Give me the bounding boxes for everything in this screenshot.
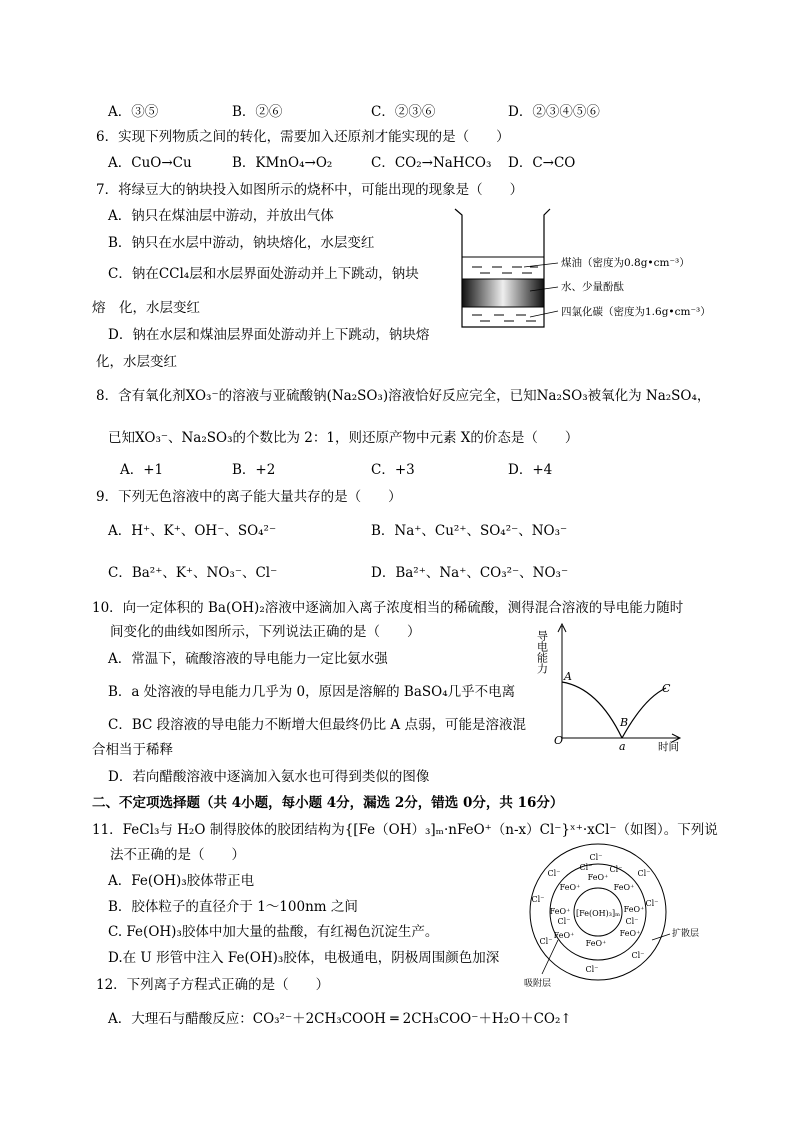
q10-option-b: B．a 处溶液的导电能力几乎为 0，原因是溶解的 BaSO₄几乎不电离 <box>108 684 516 700</box>
feo-ion: FeO⁺ <box>619 929 641 938</box>
q12-option-a: A．大理石与醋酸反应：CO₃²⁻＋2CH₃COOH ═ 2CH₃COO⁻＋H₂O＋CO₂↑ <box>108 1011 572 1027</box>
feo-ion: FeO⁺ <box>549 907 571 916</box>
q6-option-a: A．CuO→Cu <box>108 155 192 171</box>
q10-option-c-cont: 合相当于稀释 <box>92 742 173 758</box>
q8-option-b: B．+2 <box>232 462 276 478</box>
q9-option-a: A．H⁺、K⁺、OH⁻、SO₄²⁻ <box>108 523 277 539</box>
curve-bc <box>622 688 666 738</box>
q8-line2: 已知XO₃⁻、Na₂SO₃的个数比为 2：1，则还原产物中元素 X的价态是（ ） <box>108 430 579 446</box>
q5-option-b: B．②⑥ <box>232 104 283 120</box>
diffuse-layer-label: 扩散层 <box>672 929 700 939</box>
q9-option-b: B．Na⁺、Cu²⁺、SO₄²⁻、NO₃⁻ <box>371 523 568 539</box>
q5-option-d: D．②③④⑤⑥ <box>508 104 600 120</box>
cl-ion: Cl⁻ <box>609 865 623 874</box>
cl-ion: Cl⁻ <box>631 951 645 960</box>
q6-option-b: B．KMnO₄→O₂ <box>232 155 333 171</box>
q6-option-d: D．C→CO <box>508 155 576 171</box>
micelle-diagram <box>520 840 725 990</box>
q11-option-b: B．胶体粒子的直径介于 1～100nm 之间 <box>108 899 358 915</box>
q11-line2: 法不正确的是（ ） <box>110 847 245 863</box>
feo-ion: FeO⁺ <box>587 873 609 882</box>
q10-line1: 10．向一定体积的 Ba(OH)₂溶液中逐滴加入离子浓度相当的稀硫酸，测得混合溶液的导电能力随时 <box>92 600 684 616</box>
q8-option-d: D．+4 <box>508 462 553 478</box>
q12-stem: 12．下列离子方程式正确的是（ ） <box>96 977 330 993</box>
cl-ion: Cl⁻ <box>531 895 545 904</box>
beaker-figure <box>450 205 750 335</box>
conductivity-graph <box>535 620 690 755</box>
curve-ab <box>562 682 622 738</box>
label-oil: 煤油（密度为0.8g•cm⁻³） <box>561 257 690 269</box>
core-label: [Fe(OH)₃]ₘ <box>576 909 620 918</box>
q8-option-c: C．+3 <box>371 462 415 478</box>
q10-option-d: D．若向醋酸溶液中逐滴加入氨水也可得到类似的图像 <box>108 769 430 785</box>
q7-option-d-cont: 化，水层变红 <box>96 354 177 370</box>
point-a-label: A <box>564 670 572 683</box>
q10-option-a: A．常温下，硫酸溶液的导电能力一定比氨水强 <box>108 651 388 667</box>
cl-ion: Cl⁻ <box>539 937 553 946</box>
cl-ion: Cl⁻ <box>557 917 571 926</box>
label-ccl4: 四氯化碳（密度为1.6g•cm⁻³） <box>561 306 711 318</box>
cl-ion: Cl⁻ <box>585 965 599 974</box>
feo-ion: FeO⁺ <box>623 905 645 914</box>
water-layer <box>462 279 544 307</box>
q6-stem: 6．实现下列物质之间的转化，需要加入还原剂才能实现的是（ ） <box>96 129 510 145</box>
point-c-label: C <box>662 682 671 695</box>
section2-title: 二、不定项选择题（共 4小题，每小题 4分，漏选 2分，错选 0分，共 16分） <box>92 795 564 811</box>
cl-ion: Cl⁻ <box>637 869 651 878</box>
feo-ion: FeO⁺ <box>559 883 581 892</box>
a-label: a <box>619 740 626 753</box>
q6-option-c: C．CO₂→NaHCO₃ <box>371 155 492 171</box>
y-label: 导电能力 <box>535 630 549 674</box>
cl-ion: Cl⁻ <box>579 863 593 872</box>
q11-option-c: C. Fe(OH)₃胶体中加大量的盐酸，有红褐色沉淀生产。 <box>108 924 439 940</box>
q7-option-a: A．钠只在煤油层中游动，并放出气体 <box>108 208 334 224</box>
feo-ion: FeO⁺ <box>585 939 607 948</box>
q10-option-c: C．BC 段溶液的导电能力不断增大但最终仍比 A 点弱，可能是溶液混 <box>108 717 526 733</box>
cl-ion: Cl⁻ <box>589 853 603 862</box>
q8-line1: 8．含有氧化剂XO₃⁻的溶液与亚硫酸钠(Na₂SO₃)溶液恰好反应完全，已知Na₂SO₃被氧化为 Na₂SO₄， <box>96 388 711 404</box>
q9-option-c: C．Ba²⁺、K⁺、NO₃⁻、Cl⁻ <box>108 565 278 581</box>
feo-ion: FeO⁺ <box>613 883 635 892</box>
label-water: 水、少量酚酞 <box>561 281 624 293</box>
q7-option-b: B．钠只在水层中游动，钠块熔化，水层变红 <box>108 235 375 251</box>
q8-option-a: A．+1 <box>120 462 164 478</box>
q5-option-c: C．②③⑥ <box>371 104 436 120</box>
q11-option-a: A．Fe(OH)₃胶体带正电 <box>108 873 255 889</box>
q5-option-a: A．③⑤ <box>108 104 159 120</box>
cl-ion: Cl⁻ <box>547 869 561 878</box>
q7-option-d: D．钠在水层和煤油层界面处游动并上下跳动，钠块熔 <box>108 327 430 343</box>
feo-ion: FeO⁺ <box>553 931 575 940</box>
q7-option-c: C．钠在CCl₄层和水层界面处游动并上下跳动，钠块 <box>108 266 419 282</box>
q11-line1: 11．FeCl₃与 H₂O 制得胶体的胶团结构为{[Fe（OH）₃]ₘ·nFeO⁺（n-x）Cl⁻}ˣ⁺·xCl⁻（如图）。下列说 <box>92 822 718 838</box>
cl-ion: Cl⁻ <box>625 917 639 926</box>
x-label: 时间 <box>658 741 679 753</box>
q10-line2: 间变化的曲线如图所示，下列说法正确的是（ ） <box>110 624 421 640</box>
q9-stem: 9．下列无色溶液中的离子能大量共存的是（ ） <box>96 489 402 505</box>
q11-option-d: D.在 U 形管中注入 Fe(OH)₃胶体，电极通电，阴极周围颜色加深 <box>108 950 500 966</box>
beaker-outline <box>455 209 550 327</box>
adsorption-layer-label: 吸附层 <box>524 979 552 989</box>
q7-stem: 7．将绿豆大的钠块投入如图所示的烧杯中，可能出现的现象是（ ） <box>96 182 524 198</box>
cl-ion: Cl⁻ <box>645 899 659 908</box>
point-b-label: B <box>620 716 629 729</box>
q9-option-d: D．Ba²⁺、Na⁺、CO₃²⁻、NO₃⁻ <box>371 565 569 581</box>
origin-label: O <box>554 734 564 747</box>
q7-option-c-cont: 熔 化，水层变红 <box>92 300 200 316</box>
